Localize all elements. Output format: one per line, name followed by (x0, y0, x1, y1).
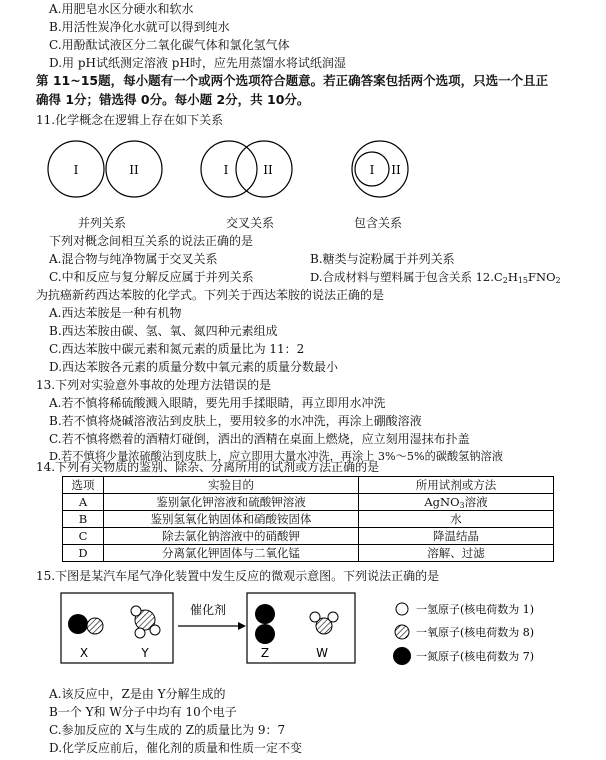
q15-reaction-diagram (0, 590, 606, 680)
q10-option-c: C.用酚酞试液区分二氧化碳气体和氯化氢气体 (49, 38, 290, 52)
legend-nitrogen-icon (393, 647, 411, 665)
q15-option-d: D.化学反应前后，催化剂的质量和性质一定不变 (49, 741, 303, 755)
z-nitrogen-atom (255, 624, 275, 644)
table-row (63, 545, 554, 562)
label-contain: 包含关系 (354, 216, 403, 230)
q11-venn-diagrams (0, 134, 606, 224)
section-instructions-line2: 确得 1分；错选得 0分。每小题 2分，共 10分。 (36, 92, 310, 107)
q14-stem: 14.下列有关物质的鉴别、除杂、分离所用的试剂或方法正确的是 (36, 460, 380, 474)
q15-option-b: B一个 Y和 W分子中均有 10个电子 (49, 705, 237, 719)
x-oxygen-atom (87, 618, 103, 634)
q12-option-d: D.西达苯胺各元素的质量分数中氧元素的质量分数最小 (49, 360, 339, 374)
catalyst-label: 催化剂 (189, 603, 227, 617)
q10-option-d: D.用 pH试纸测定溶液 pH时，应先用蒸馏水将试纸润湿 (49, 56, 346, 70)
table-cell: 鉴别氯化钾溶液和硫酸钾溶液 (104, 494, 359, 511)
w-hydrogen-atom (310, 612, 320, 622)
q15-option-c: C.参加反应的 X与生成的 Z的质量比为 9：7 (49, 723, 286, 737)
table-header-option: 选项 (63, 477, 104, 494)
table-cell: D (63, 545, 104, 562)
table-cell: 除去氯化钠溶液中的硝酸钾 (104, 528, 359, 545)
formula-sub-c: 2 (502, 276, 508, 285)
table-cell (359, 494, 554, 511)
table-header-method: 所用试剂或方法 (359, 477, 554, 494)
label-cross: 交叉关系 (226, 216, 275, 230)
formula-sub-h: 15 (517, 276, 529, 285)
contain-label-i: I (369, 163, 375, 177)
formula-tail: FNO (528, 270, 556, 284)
cross-circle-i (201, 141, 257, 197)
w-hydrogen-atom (328, 612, 338, 622)
table-header-purpose: 实验目的 (104, 477, 359, 494)
agno3-tail: 溶液 (464, 495, 488, 509)
legend-hydrogen: 一氢原子(核电荷数为 1) (416, 603, 535, 616)
q10-option-a: A.用肥皂水区分硬水和软水 (49, 2, 194, 16)
q13-option-b: B.若不慎将烧碱溶液沾到皮肤上，要用较多的水冲洗，再涂上硼酸溶液 (49, 414, 422, 428)
q11-option-a: A.混合物与纯净物属于交叉关系 (49, 252, 218, 266)
agno3-text: AgNO (424, 495, 460, 509)
table-cell: 溶解、过滤 (359, 545, 554, 562)
table-header-row (63, 477, 554, 494)
label-w: W (316, 646, 328, 660)
table-cell: 鉴别氢氧化钠固体和硝酸铵固体 (104, 511, 359, 528)
legend-oxygen-icon (395, 625, 409, 639)
q11-option-c: C.中和反应与复分解反应属于并列关系 (49, 270, 254, 284)
q12-option-b: B.西达苯胺由碳、氢、氧、氮四种元素组成 (49, 324, 278, 338)
q13-option-a: A.若不慎将稀硫酸溅入眼睛，要先用手揉眼睛，再立即用水冲洗 (49, 396, 386, 410)
y-hydrogen-atom (131, 606, 141, 616)
q10-option-b: B.用活性炭净化水就可以得到纯水 (49, 20, 230, 34)
table-cell: 降温结晶 (359, 528, 554, 545)
table-cell: B (63, 511, 104, 528)
x-nitrogen-atom (68, 614, 88, 634)
q12-option-c: C.西达苯胺中碳元素和氮元素的质量比为 11：2 (49, 342, 305, 356)
table-cell: C (63, 528, 104, 545)
table-row (63, 494, 554, 511)
q12-option-a: A.西达苯胺是一种有机物 (49, 306, 182, 320)
table-cell: 分离氯化钾固体与二氧化锰 (104, 545, 359, 562)
q12-stem: 为抗癌新药西达苯胺的化学式。下列关于西达苯胺的说法正确的是 (36, 288, 385, 302)
q14-table (62, 476, 554, 562)
q15-option-a: A.该反应中，Z是由 Y分解生成的 (49, 687, 226, 701)
legend-oxygen: 一氧原子(核电荷数为 8) (416, 626, 535, 639)
table-row (63, 528, 554, 545)
q15-stem: 15.下图是某汽车尾气净化装置中发生反应的微观示意图。下列说法正确的是 (36, 569, 440, 583)
legend-hydrogen-icon (396, 603, 408, 615)
q11-option-b: B.糖类与淀粉属于并列关系 (310, 252, 455, 266)
parallel-label-i: I (73, 163, 79, 177)
q11-option-d: D.合成材料与塑料属于包含关系 $12.C_2H_{15}FNO_2$ (310, 270, 561, 285)
q13-stem: 13.下列对实验意外事故的处理方法错误的是 (36, 378, 272, 392)
cross-label-i: I (223, 163, 229, 177)
section-instructions-line1: 第 11~15题，每小题有一个或两个选项符合题意。若正确答案包括两个选项，只选一个且正 (36, 73, 549, 88)
label-z: Z (260, 646, 270, 660)
table-cell: A (63, 494, 104, 511)
q11-sub-stem: 下列对概念间相互关系的说法正确的是 (49, 234, 254, 248)
contain-label-ii: II (391, 163, 401, 177)
table-cell: 水 (359, 511, 554, 528)
table-row (63, 511, 554, 528)
y-hydrogen-atom (150, 625, 160, 635)
q11-stem: 11.化学概念在逻辑上存在如下关系 (36, 113, 224, 127)
formula-sub-o: 2 (555, 276, 561, 285)
q13-option-d: D.若不慎将少量浓硫酸沾到皮肤上，应立即用大量水冲洗，再涂上 3%～5%的碳酸氢钠溶液 (49, 450, 503, 463)
legend-nitrogen: 一氮原子(核电荷数为 7) (416, 650, 535, 663)
label-x: X (79, 646, 89, 660)
z-nitrogen-atom (255, 604, 275, 624)
parallel-label-ii: II (129, 163, 139, 177)
q13-option-c: C.若不慎将燃着的酒精灯碰倒，洒出的酒精在桌面上燃烧，应立刻用湿抹布扑盖 (49, 432, 470, 446)
label-y: Y (141, 646, 149, 660)
q11-option-d-text: D.合成材料与塑料属于包含关系 12.C (310, 270, 503, 284)
arrow-head (238, 622, 246, 630)
y-hydrogen-atom (135, 628, 145, 638)
agno3-sub: 3 (459, 501, 465, 510)
label-parallel: 并列关系 (78, 216, 127, 230)
cross-label-ii: II (263, 163, 273, 177)
